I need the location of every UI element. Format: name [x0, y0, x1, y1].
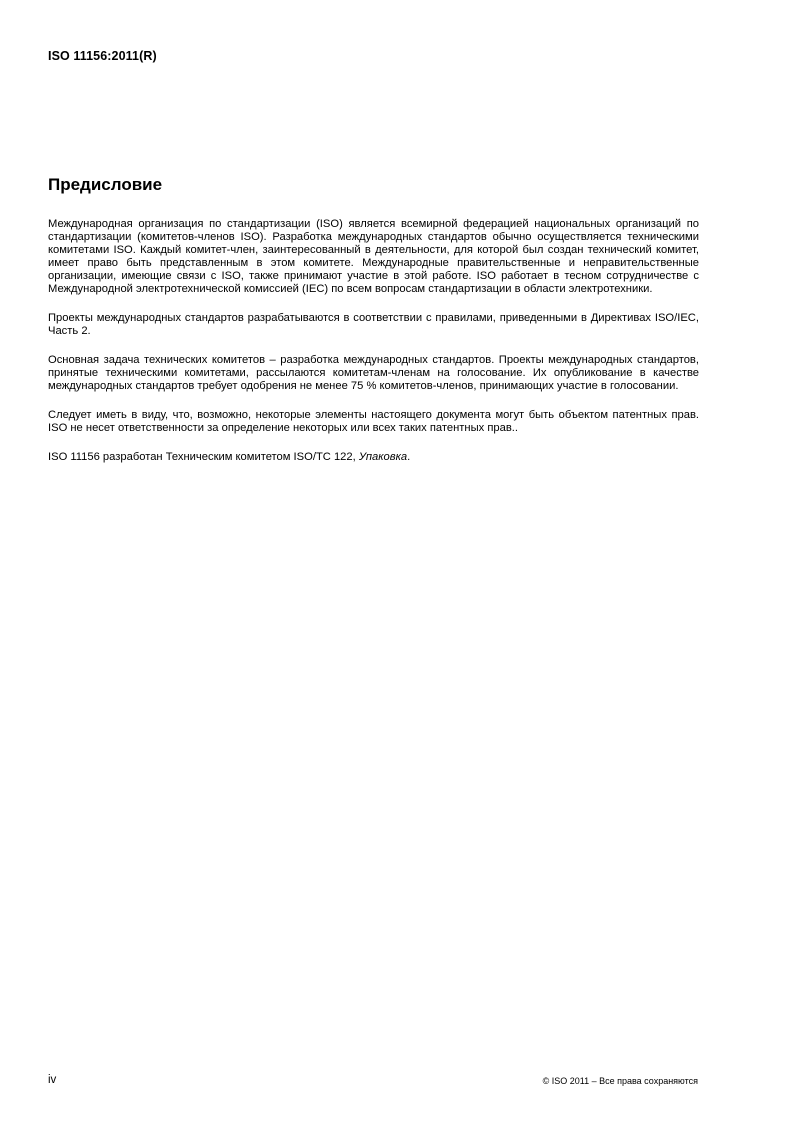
foreword-paragraph-1: Международная организация по стандартизации (ISO) является всемирной федерацией национальных организаций по стандартизации (комитетов-членов ISO). Разработка международных стандартов обычно осуществляется техническими комитетами ISO. Каждый комитет-член, заинтересованный в деятельности, для которой был создан технический комитет, имеет право быть представленным в этом комитете. Международные правительственные и неправительственные организации, имеющие связи с ISO, также принимают участие в этой работе. ISO работает в тесном сотрудничестве с Международной электротехнической комиссией (IEC) по всем вопросам стандартизации в области электротехники.	[48, 218, 699, 295]
committee-title: Упаковка	[358, 451, 408, 463]
foreword-paragraph-3: Основная задача технических комитетов – разработка международных стандартов. Проекты международных стандартов, принятые техническими комитетами, рассылаются комитетам-членам на голосование. Их опубликование в качестве международных стандартов требует одобрения не менее 75 % комитетов-членов, принимающих участие в голосовании.	[48, 354, 699, 392]
foreword-paragraph-2: Проекты международных стандартов разрабатываются в соответствии с правилами, приведенными в Директивах ISO/IEC, Часть 2.	[48, 312, 699, 337]
committee-statement-end: .	[407, 451, 411, 463]
foreword-paragraph-4: Следует иметь в виду, что, возможно, некоторые элементы настоящего документа могут быть объектом патентных прав. ISO не несет ответственности за определение некоторых или всех таких патентных прав..	[48, 409, 699, 434]
copyright-notice: © ISO 2011 – Все права сохраняются	[542, 1076, 698, 1086]
foreword-body	[48, 218, 699, 480]
section-title: Предисловие	[48, 175, 163, 194]
document-identifier: ISO 11156:2011(R)	[48, 49, 157, 63]
committee-statement: ISO 11156 разработан Техническим комитетом ISO/TC 122,	[48, 451, 359, 463]
foreword-paragraph-5	[48, 451, 699, 464]
page-number: iv	[48, 1074, 57, 1086]
